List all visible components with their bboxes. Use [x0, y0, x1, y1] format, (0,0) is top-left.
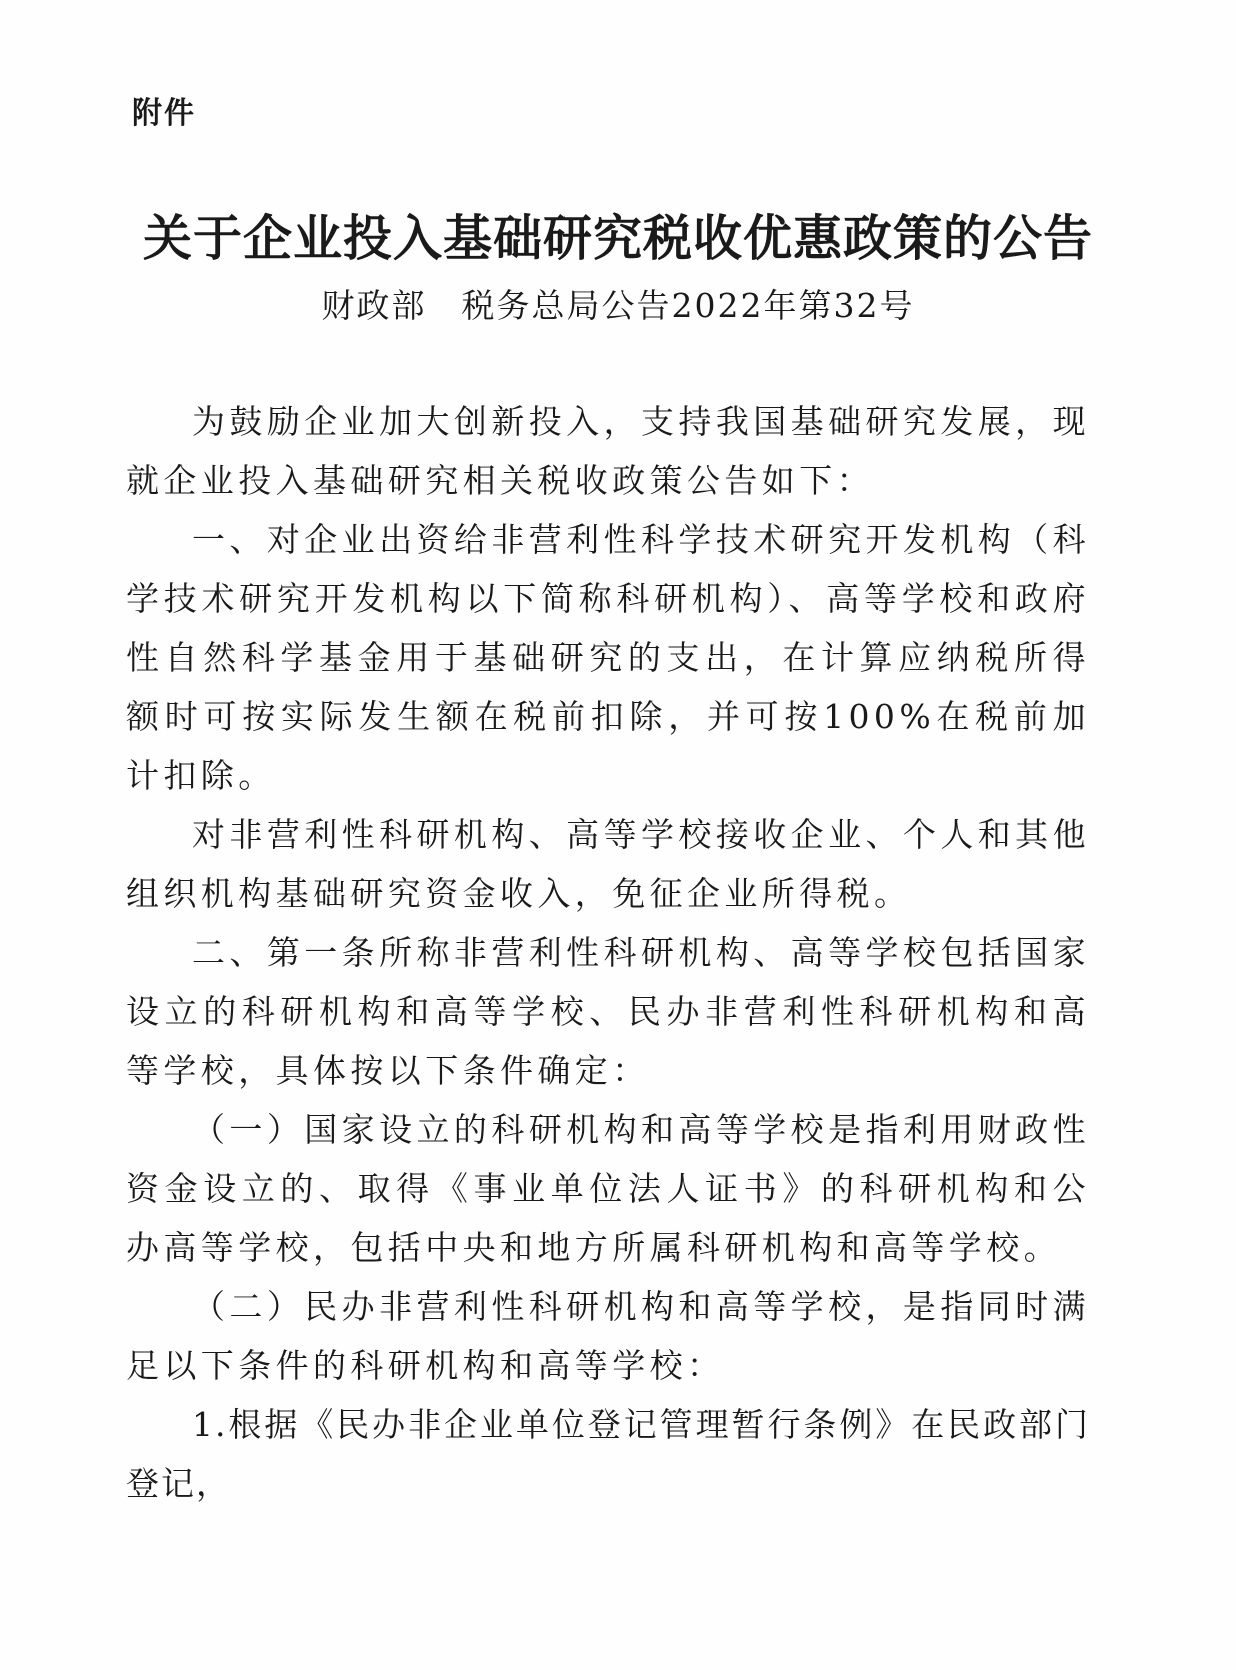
- paragraph-article-2-item-1: （一）国家设立的科研机构和高等学校是指利用财政性资金设立的、取得《事业单位法人证书》的科研机构和公办高等学校，包括中央和地方所属科研机构和高等学校。: [126, 1110, 1090, 1267]
- paragraph-article-2-item-2: （二）民办非营利性科研机构和高等学校，是指同时满足以下条件的科研机构和高等学校：: [126, 1287, 1090, 1385]
- paragraph-article-2: 二、第一条所称非营利性科研机构、高等学校包括国家设立的科研机构和高等学校、民办非营利性科研机构和高等学校，具体按以下条件确定：: [126, 933, 1090, 1090]
- paragraph-article-1-exemption: 对非营利性科研机构、高等学校接收企业、个人和其他组织机构基础研究资金收入，免征企业所得税。: [126, 815, 1090, 913]
- paragraph-article-1: 一、对企业出资给非营利性科学技术研究开发机构（科学技术研究开发机构以下简称科研机构）、高等学校和政府性自然科学基金用于基础研究的支出，在计算应纳税所得额时可按实际发生额在税前扣除，并可按100%在税前加计扣除。: [126, 520, 1090, 795]
- document-number: 财政部 税务总局公告2022年第32号: [321, 286, 915, 325]
- document-title: 关于企业投入基础研究税收优惠政策的公告: [142, 209, 1093, 267]
- paragraph-intro: 为鼓励企业加大创新投入，支持我国基础研究发展，现就企业投入基础研究相关税收政策公告如下：: [126, 402, 1090, 500]
- paragraph-condition-1: 1.根据《民办非企业单位登记管理暂行条例》在民政部门登记，: [126, 1405, 1090, 1503]
- document-body: [126, 392, 1090, 1513]
- attachment-label: 附件: [132, 96, 196, 131]
